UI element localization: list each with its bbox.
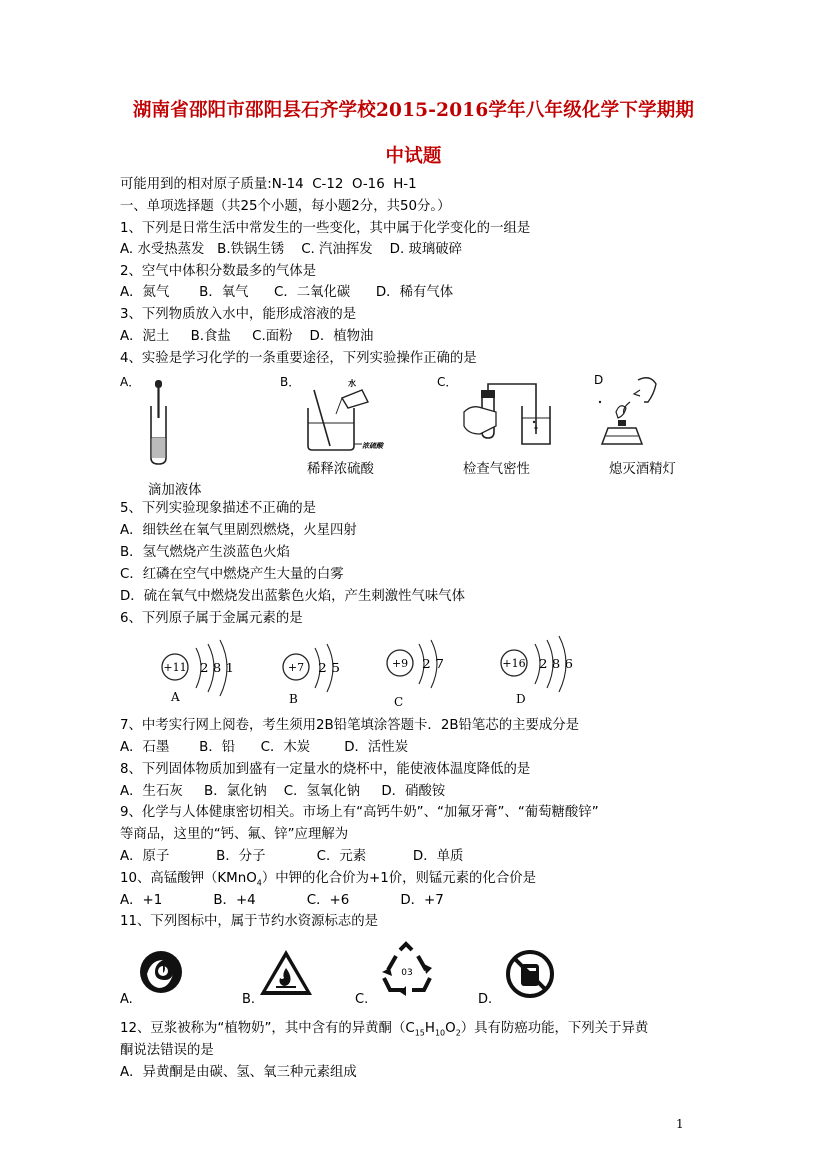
question-5-option-a: A．细铁丝在氧气里剧烈燃烧，火星四射 <box>120 523 357 538</box>
q12-text-post: ）具有防癌功能，下列关于异黄 <box>460 1021 649 1036</box>
question-12 <box>120 1020 648 1043</box>
no-littering-icon <box>504 948 556 1000</box>
question-5-option-c: C．红磷在空气中燃烧产生大量的白雾 <box>120 567 344 582</box>
shells-c: 2 7 <box>422 657 444 671</box>
question-2: 2、空气中体积分数最多的气体是 <box>120 264 316 279</box>
q12-o: O <box>445 1021 456 1036</box>
q10-text-pre: 10、高锰酸钾（KMnO <box>120 871 257 886</box>
question-9-options: A．原子 B．分子 C．元素 D．单质 <box>120 849 464 864</box>
exam-title-line2: 中试题 <box>385 146 442 167</box>
question-5-option-b: B．氢气燃烧产生淡蓝色火焰 <box>120 545 290 560</box>
atomic-mass-note: 可能用到的相对原子质量:N-14 C-12 O-16 H-1 <box>120 177 417 192</box>
question-4: 4、实验是学习化学的一条重要途径，下列实验操作正确的是 <box>120 351 477 366</box>
question-7: 7、中考实行网上阅卷，考生须用2B铅笔填涂答题卡．2B铅笔芯的主要成分是 <box>120 718 580 733</box>
q4-label-c: C． <box>437 375 458 389</box>
q11-label-b: B. <box>242 992 256 1007</box>
atom-diagram-d <box>497 636 577 702</box>
airtightness-figure <box>462 382 557 452</box>
shells-b: 2 5 <box>318 661 340 675</box>
q4-label-a: A． <box>120 375 141 389</box>
question-3: 3、下列物质放入水中，能形成溶液的是 <box>120 307 357 322</box>
question-12-cont: 酮说法错误的是 <box>120 1043 214 1058</box>
question-1: 1、下列是日常生活中常发生的一些变化，其中属于化学变化的一组是 <box>120 221 531 236</box>
q10-sub: 4 <box>256 878 262 888</box>
q12-sub-c: 15 <box>414 1028 425 1038</box>
question-12-option-a: A．异黄酮是由碳、氢、氧三种元素组成 <box>120 1065 357 1080</box>
question-9: 9、化学与人体健康密切相关。市场上有“高钙牛奶”、“加氟牙膏”、“葡萄糖酸锌” <box>120 805 599 820</box>
acid-label: 浓硫酸 <box>362 442 383 450</box>
flammable-warning-icon <box>258 948 314 998</box>
q4-caption-a: 滴加液体 <box>148 483 202 498</box>
nucleus-b: +7 <box>287 661 305 674</box>
q12-sub-o: 2 <box>455 1028 461 1038</box>
question-6: 6、下列原子属于金属元素的是 <box>120 611 303 626</box>
q10-text-post: ）中钾的化合价为+1价，则锰元素的化合价是 <box>261 871 537 886</box>
nucleus-a: +11 <box>163 661 187 674</box>
shells-d: 2 8 6 <box>539 657 573 671</box>
atom-diagram-a <box>158 640 238 706</box>
question-8-options: A．生石灰 B．氯化钠 C．氢氧化钠 D．硝酸铵 <box>120 784 446 799</box>
shells-a: 2 8 1 <box>200 661 234 675</box>
water-saving-icon <box>137 948 185 996</box>
recycle-code: 03 <box>401 968 413 978</box>
question-5-option-d: D．硫在氧气中燃烧发出蓝紫色火焰，产生刺激性气味气体 <box>120 589 466 604</box>
alcohol-lamp-figure <box>598 372 668 452</box>
water-label: 水 <box>348 379 356 388</box>
page-number: 1 <box>676 1117 684 1131</box>
question-3-options: A．泥土 B.食盐 C.面粉 D．植物油 <box>120 329 374 344</box>
q11-label-d: D. <box>478 992 493 1007</box>
q4-caption-c: 检查气密性 <box>463 462 530 477</box>
question-2-options: A．氮气 B．氧气 C．二氧化碳 D．稀有气体 <box>120 285 454 300</box>
q4-label-b: B． <box>280 375 301 389</box>
q12-text-pre: 12、豆浆被称为“植物奶”，其中含有的异黄酮（C <box>120 1021 415 1036</box>
nucleus-d: +16 <box>502 657 526 670</box>
question-1-options: A. 水受热蒸发 B.铁锅生锈 C. 汽油挥发 D. 玻璃破碎 <box>120 242 463 257</box>
q4-caption-b: 稀释浓硫酸 <box>307 462 374 477</box>
q12-sub-h: 10 <box>434 1028 446 1038</box>
exam-title-line1: 湖南省邵阳市邵阳县石齐学校2015-2016学年八年级化学下学期期 <box>132 100 695 121</box>
atom-diagram-c <box>385 636 455 702</box>
atom-label-c: C <box>394 695 404 709</box>
dropper-testtube-figure <box>145 378 175 468</box>
atom-label-b: B <box>289 692 298 706</box>
dilute-acid-figure <box>300 378 385 453</box>
question-9-cont: 等商品，这里的“钙、氟、锌”应理解为 <box>120 827 349 842</box>
question-11: 11、下列图标中，属于节约水资源标志的是 <box>120 914 379 929</box>
section-heading: 一、单项选择题（共25个小题，每小题2分，共50分。） <box>120 199 451 214</box>
recycle-icon <box>378 942 436 998</box>
atom-label-a: A <box>171 690 180 704</box>
nucleus-c: +9 <box>391 657 409 670</box>
q12-h: H <box>424 1021 435 1036</box>
q4-label-d: D <box>594 373 604 387</box>
q4-caption-d: 熄灭酒精灯 <box>609 462 676 477</box>
question-5: 5、下列实验现象描述不正确的是 <box>120 501 316 516</box>
atom-label-d: D <box>516 692 526 706</box>
question-10 <box>120 870 536 893</box>
question-8: 8、下列固体物质加到盛有一定量水的烧杯中，能使液体温度降低的是 <box>120 762 531 777</box>
question-7-options: A．石墨 B．铅 C．木炭 D．活性炭 <box>120 740 409 755</box>
q11-label-a: A. <box>120 992 133 1007</box>
q11-label-c: C. <box>355 992 369 1007</box>
question-10-options: A．+1 B．+4 C．+6 D．+7 <box>120 893 444 908</box>
